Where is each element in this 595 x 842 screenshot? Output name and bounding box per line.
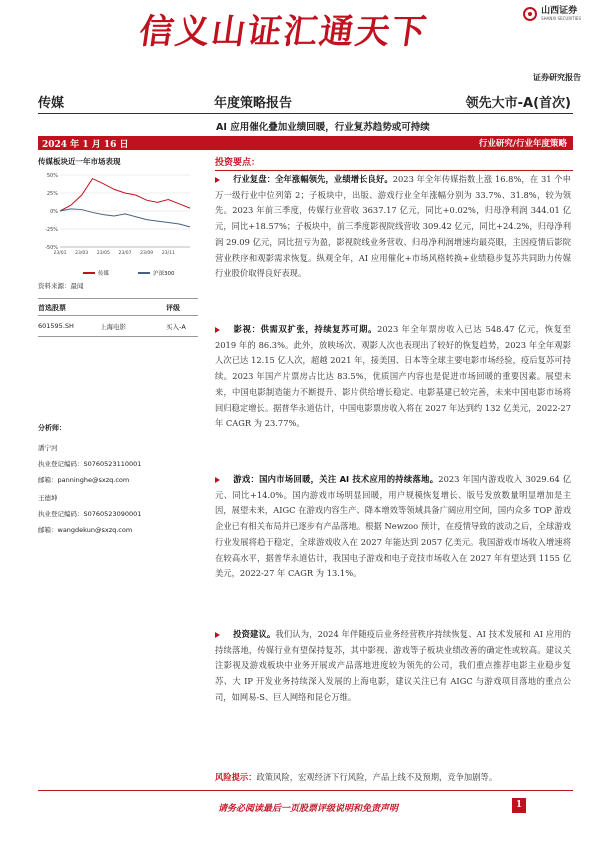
paragraph-lead: 行业复盘：全年涨幅领先，业绩增长良好。	[233, 174, 393, 184]
paragraph-lead: 投资建议。	[233, 629, 276, 639]
chart-source: 资料来源：最闻	[38, 282, 84, 290]
title-divider	[38, 113, 573, 114]
paragraph-body: 2023 年全年票房收入已达 548.47 亿元，恢复至 2019 年的 86.3%。此外，放映场次、观影人次也表现出了较好的恢复趋势，2023 年全年观影人次已达 12.15 亿人次，超越 2021 年，接美国、日本等全球主要电影市场经验，疫后复苏可持续。2023 年国产片票房占比达 83.5%，优质国产内容也是促进市场回暖的重要因素。展望未来，中国电影制造能力不断提升、影片供给增长稳定、电影基建已较完善，未来中国电影市场将回归稳定增长。据普华永道估计，中国电影票房收入将在 2027 年达到约 132 亿美元，2022-27 年 CAGR 为 23.77%。	[215, 324, 571, 429]
analyst-cert: 执业登记编码：S0760523110001	[38, 460, 142, 468]
legend-label: 传媒	[98, 271, 110, 277]
report-type: 年度策略报告	[214, 96, 293, 111]
analyst-name: 王德坤	[38, 494, 58, 502]
banner-slogan: 信义山证汇通天下	[136, 12, 431, 52]
page-number: 1	[512, 798, 526, 813]
y-tick-label: 0%	[50, 209, 58, 215]
legend-label: 沪深300	[153, 271, 175, 277]
paragraph-body: 我们认为，2024 年伴随疫后业务经营秩序持续恢复、AI 技术发展和 AI 应用的持续落地，传媒行业有望保持复苏，其中影视、游戏等子板块业绩改善的确定性或较高。建议关注影视及游戏板块中业务开展或产品落地进度较为领先的公司，我们重点推荐电影主业稳步复苏、大 IP 开发业务持续深入发展的上海电影，建议关注已有 AIGC 与游戏项目落地的重点公司，如网易-S、巨人网络和昆仑万维。	[215, 629, 571, 702]
section-divider	[215, 170, 573, 171]
x-tick-label: 23/01	[53, 251, 67, 256]
bullet-icon	[215, 327, 220, 333]
x-tick-label: 23/09	[140, 251, 154, 256]
y-tick-label: 50%	[46, 173, 58, 179]
stock-rating: 买入-A	[166, 323, 186, 331]
paragraph-gaming	[215, 472, 571, 582]
stock-table-header	[38, 298, 198, 315]
analyst-name: 潘宁河	[38, 444, 58, 452]
sidebar	[38, 153, 198, 534]
x-tick-label: 23/05	[96, 251, 110, 256]
logo-cn: 山西证券	[541, 6, 578, 16]
investment-highlights-header	[215, 155, 573, 171]
x-tick-label: 23/11	[161, 251, 175, 256]
logo-icon	[523, 7, 537, 21]
bullet-icon	[215, 177, 220, 183]
industry-name: 传媒	[38, 96, 65, 111]
industry-rating: 领先大市-A(首次)	[465, 96, 571, 111]
analyst-cert: 执业登记编码：S0760523090001	[38, 510, 142, 518]
paragraph-film	[215, 322, 571, 432]
bullet-icon	[215, 632, 220, 638]
brand-logo	[523, 6, 581, 21]
risk-label: 风险提示：	[215, 772, 257, 782]
series-line	[60, 209, 190, 227]
stock-code: 601595.SH	[38, 322, 74, 330]
date-bar	[38, 136, 573, 150]
table-row	[38, 315, 198, 337]
chart-title: 传媒板块近一年市场表现	[38, 157, 121, 166]
bullet-icon	[215, 477, 220, 483]
report-headline: AI 应用催化叠加业绩回暖，行业复苏趋势或可持续	[216, 122, 430, 133]
risk-warning	[215, 771, 571, 783]
paragraph-body: 2023 年国内游戏收入 3029.64 亿元、同比+14.0%。国内游戏市场明显回暖，用户规模恢复增长、版号发放数量明显增加是主因，展望未来，AIGC 在游戏内容生产、降本增效等领域具备广阔应用空间，国内众多 TOP 游戏企业已有相关布局并已逐步有产品落地。根据 Newzoo 预计，在疫情导致的波动之后，全球游戏行业发展将趋于稳定，全球游戏收入在 2027 年能达到 2057 亿美元。我国游戏市场收入增速将在较高水平，据普华永道估计，我国电子游戏和电子竞技市场收入在 2027 年有望达到 1155 亿美元，2022-27 年 CAGR 为 13.1%。	[215, 474, 571, 579]
section-label: 投资要点：	[215, 158, 261, 168]
market-chart-svg	[38, 169, 198, 281]
stock-name: 上海电影	[100, 323, 126, 331]
series-line	[60, 179, 190, 211]
report-kind: 证券研究报告	[533, 73, 581, 82]
y-tick-label: -25%	[45, 227, 58, 233]
stock-col-pick: 首选股票	[38, 304, 66, 312]
report-date: 2024 年 1 月 16 日	[42, 140, 129, 150]
paragraph-body: 2023 年全年传媒指数上涨 16.8%，在 31 个申万一级行业中位列第 2；子板块中，出版、游戏行业全年涨幅分别为 33.7%、31.8%，较为领先。2023 年前三季度，传媒行业营收 3637.17 亿元，同比+0.02%，归母净利润 344.01 亿元，同比+18.57%；子板块中，前三季度影视院线营收 309.42 亿元，同比+24.2%，归母净利润 29.09 亿元，同比扭亏为盈，影视院线业务营收、归母净利润增速均最亮眼，主因疫情后影院营业秩序和观影需求恢复。纵观全年，AI 应用催化+市场风格转换+业绩稳步复苏共同助力传媒行业股价取得良好表现。	[215, 174, 571, 279]
banner	[0, 0, 595, 62]
footer-divider	[38, 790, 573, 791]
y-tick-label: 25%	[46, 191, 58, 197]
x-tick-label: 23/03	[75, 251, 89, 256]
title-row	[38, 90, 573, 112]
x-tick-label: 23/07	[118, 251, 132, 256]
paragraph-industry-review	[215, 172, 571, 282]
paragraph-lead: 游戏：国内市场回暖，关注 AI 技术应用的持续落地。	[233, 474, 439, 484]
y-tick-label: -50%	[45, 245, 58, 251]
disclaimer-notice: 请务必阅读最后一页股票评级说明和免责声明	[218, 804, 399, 814]
paragraph-lead: 影视：供需双扩张，持续复苏可期。	[233, 324, 378, 334]
logo-en: SHANXI SECURITIES	[541, 16, 581, 21]
analyst-email: 邮箱：wangdekun@sxzq.com	[38, 526, 133, 534]
analyst-email: 邮箱：panninghe@sxzq.com	[38, 476, 130, 484]
report-category: 行业研究/行业年度策略	[478, 139, 567, 149]
stock-col-rating: 评级	[166, 304, 180, 312]
risk-body: 政策风险，宏观经济下行风险，产品上线不及预期，竞争加剧等。	[256, 772, 498, 782]
paragraph-investment-advice	[215, 627, 571, 706]
analysts-label: 分析师：	[38, 424, 66, 432]
market-chart	[38, 169, 198, 287]
